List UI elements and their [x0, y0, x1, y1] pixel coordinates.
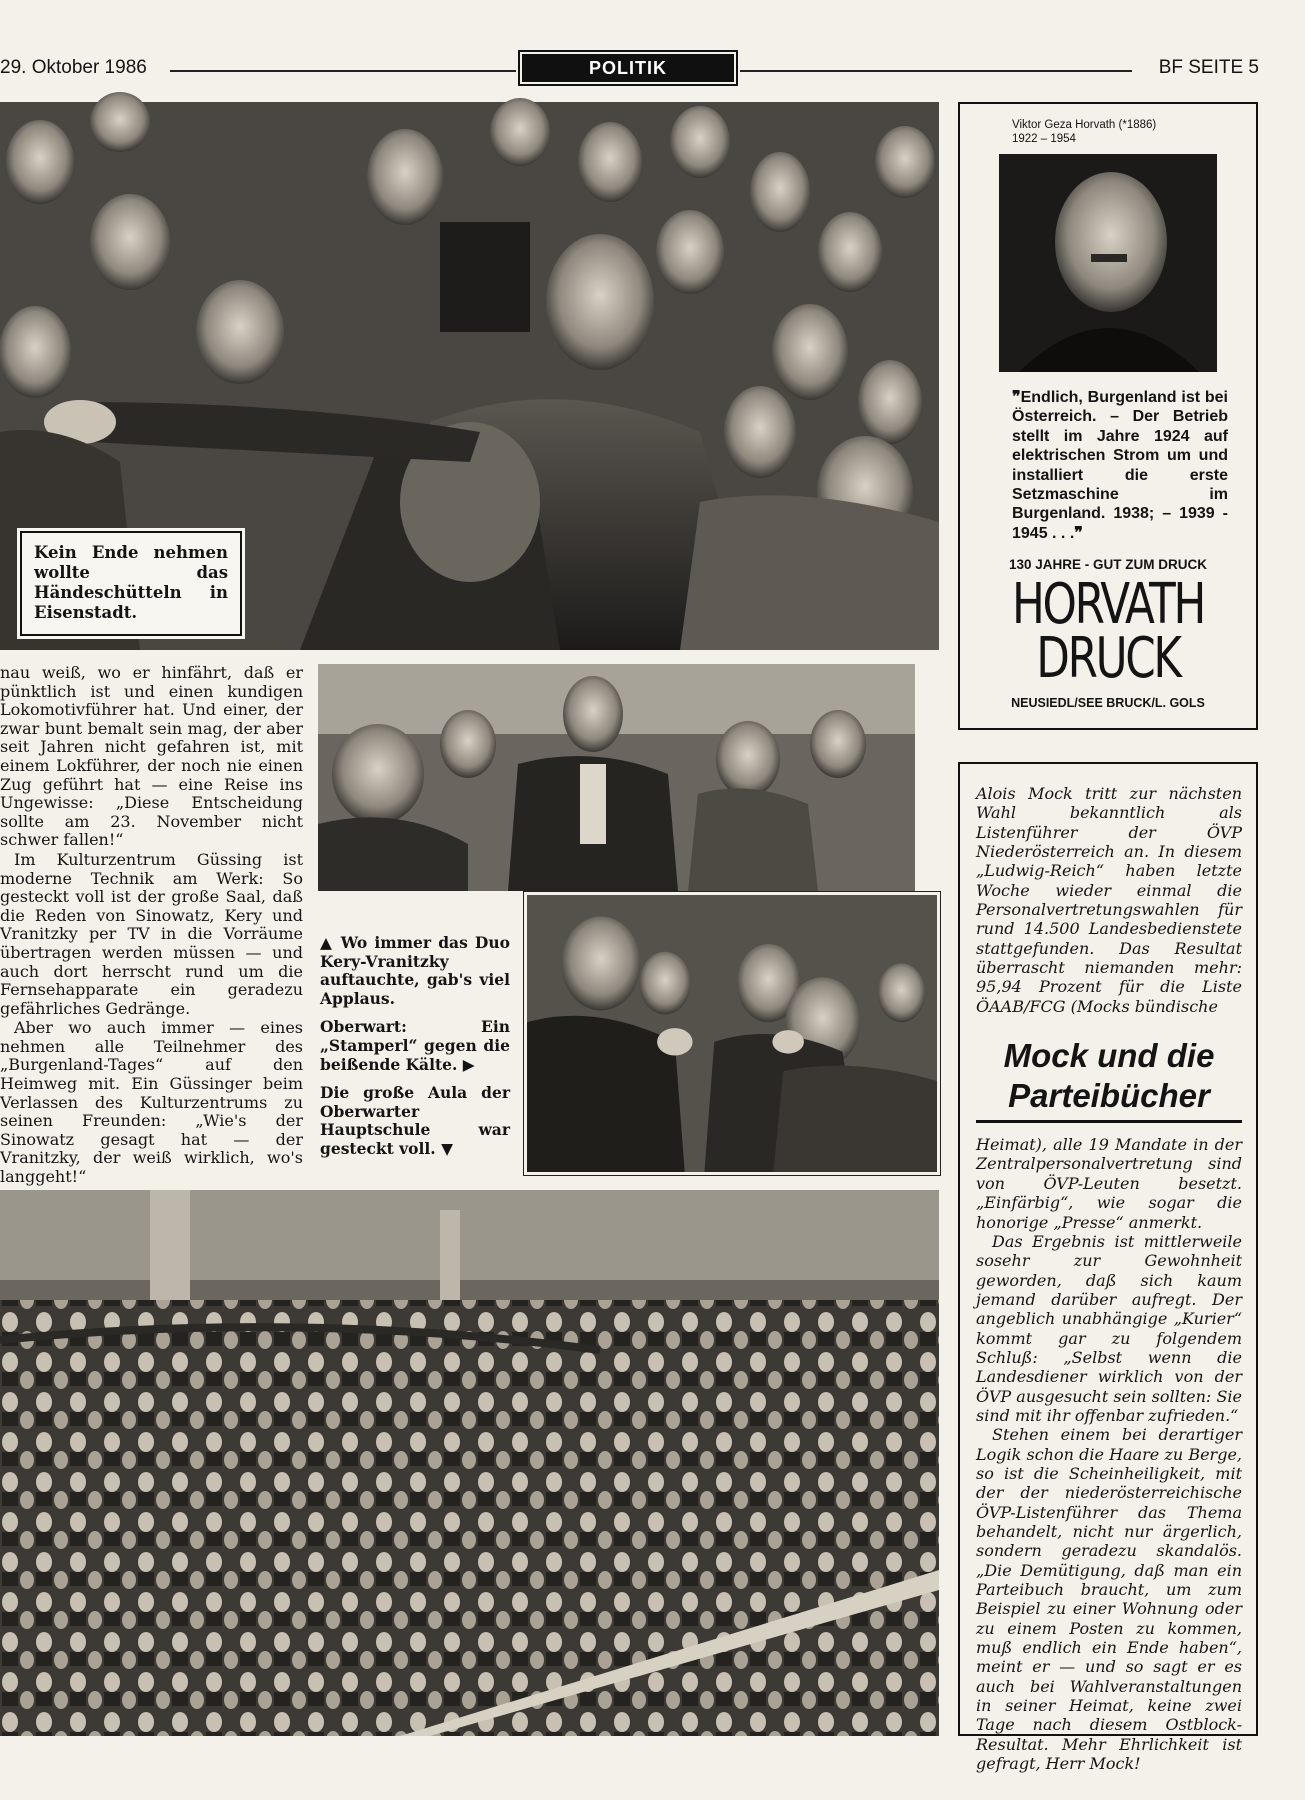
page-number: BF SEITE 5 [1158, 57, 1259, 78]
left-text-column [0, 663, 303, 1187]
mock-article [958, 762, 1258, 1774]
header-rule-right [740, 70, 1132, 72]
ad-address: NEUSIEDL/SEE BRUCK/L. GOLS [1011, 696, 1205, 711]
headline-line-1: Mock und die [1003, 1037, 1215, 1075]
article-paragraph-2: Das Ergebnis ist mittlerweile sosehr zur Gewohnheit geworden, daß sich kaum jemand darüber aufregt. Der angeblich unabhängige „Kurier“ kommt gar zu folgendem Schluß: „Selbst wenn die Landesdiener wirklich von der ÖVP ausgesucht sein sollten: Sie sind mit ihr offenbar zufrieden.“ [976, 1231, 1242, 1425]
mid-captions [320, 934, 510, 1169]
left-paragraph-3: Aber wo auch immer — eines nehmen alle Teilnehmer des „Burgenland-Tages“ auf den Heimweg mit. Ein Güssinger beim Verlassen des Kulturzentrums zu seinen Freunden: „Wie's der Sinowatz gesagt hat — der Vranitzky, der weiß wirklich, wo's langgeht!“ [0, 1018, 303, 1187]
portrait-photo [999, 154, 1217, 372]
header-rule-left [170, 70, 516, 72]
logo-horvath: HORVATH [1012, 572, 1204, 638]
section-label [518, 50, 738, 86]
caption-aula: Die große Aula der Oberwarter Hauptschule war gesteckt voll. ▼ [320, 1083, 510, 1158]
article-paragraph-1: Heimat), alle 19 Mandate in der Zentralpersonalvertretung sind von ÖVP-Leuten besetzt. „Einfärbig“, wie sogar die honorige „Presse“ anmerkt. [976, 1135, 1242, 1232]
article-body [976, 1135, 1242, 1773]
article-headline [976, 1036, 1242, 1123]
portrait-name: Viktor Geza Horvath (*1886) [1012, 119, 1157, 131]
left-paragraph-2: Im Kulturzentrum Güssing ist moderne Technik am Werk: So gesteckt voll ist der große Saal, daß die Reden von Sinowatz, Kery und Vranitzky per TV in die Vorräume übertragen werden müssen — und auch dort herrscht rund um die Fernsehapparate ein geradezu gefährliches Gedränge. [0, 849, 303, 1018]
issue-date: 29. Oktober 1986 [0, 57, 147, 78]
portrait-caption [1012, 118, 1242, 146]
caption-handshake: Kein Ende nehmen wollte das Händeschütteln in Eisenstadt. [20, 531, 242, 636]
portrait-years: 1922 – 1954 [1012, 133, 1076, 145]
logo-druck: DRUCK [1036, 626, 1180, 692]
horvath-druck-ad [958, 102, 1258, 730]
caption-oberwart: Oberwart: Ein „Stamperl“ gegen die beißende Kälte. ▶ [320, 1017, 510, 1074]
article-paragraph-3: Stehen einem bei derartiger Logik schon die Haare zu Berge, so ist die Scheinheiligkeit, mit der der niederösterreichische ÖVP-Listenführer das Thema behandelt, nicht nur ärgerlich, sondern geradezu skandalös. „Die Demütigung, daß man ein Parteibuch braucht, um zum Beispiel zu einer Wohnung oder zu einem Posten zu kommen, muß endlich ein Ende haben“, meint er — und so sagt er es auch bei Wahlveranstaltungen in seiner Heimat, keine zwei Tage nach diesem Ostblock-Resultat. Mehr Ehrlichkeit ist gefragt, Herr Mock! [976, 1425, 1242, 1774]
photo-oberwart-aula [0, 1190, 939, 1736]
caption-duo: ▲ Wo immer das Duo Kery-Vranitzky auftauchte, gab's viel Applaus. [320, 933, 510, 1008]
ad-quote: ❞Endlich, Burgenland ist bei Österreich. – Der Betrieb stellt im Jahre 1924 auf elektrischen Strom um und installiert die erste Setzmaschine im Burgenland. 1938; – 1939 - 1945 . . .❞ [1012, 389, 1228, 542]
left-paragraph-1: nau weiß, wo er hinfährt, daß er pünktlich ist und einen kundigen Lokomotivführer hat. Und einer, der zwar bunt bemalt sein mag, der aber seit Jahren nicht gefahren ist, mit einem Lokführer, der noch nie einen Zug geführt hat — eine Reise ins Ungewisse: „Diese Entscheidung sollte am 23. November nicht schwer fallen!“ [0, 663, 303, 850]
photo-kery-vranitzky-duo [318, 664, 915, 891]
section-label-text: POLITIK [522, 54, 734, 82]
photo-oberwart-stamperl [524, 892, 940, 1175]
headline-line-2: Parteibücher [1008, 1077, 1210, 1115]
article-intro: Alois Mock tritt zur nächsten Wahl bekanntlich als Listenführer der ÖVP Niederösterreich an. In diesem „Ludwig-Reich“ haben letzte Woche wieder einmal die Personalvertretungswahlen für rund 14.500 Landesbedienstete stattgefunden. Das Resultat überrascht niemanden mehr: 95,94 Prozent für die Liste ÖAAB/FCG (Mocks bündische [976, 784, 1242, 1016]
ad-claim: 130 JAHRE - GUT ZUM DRUCK [1008, 557, 1208, 573]
